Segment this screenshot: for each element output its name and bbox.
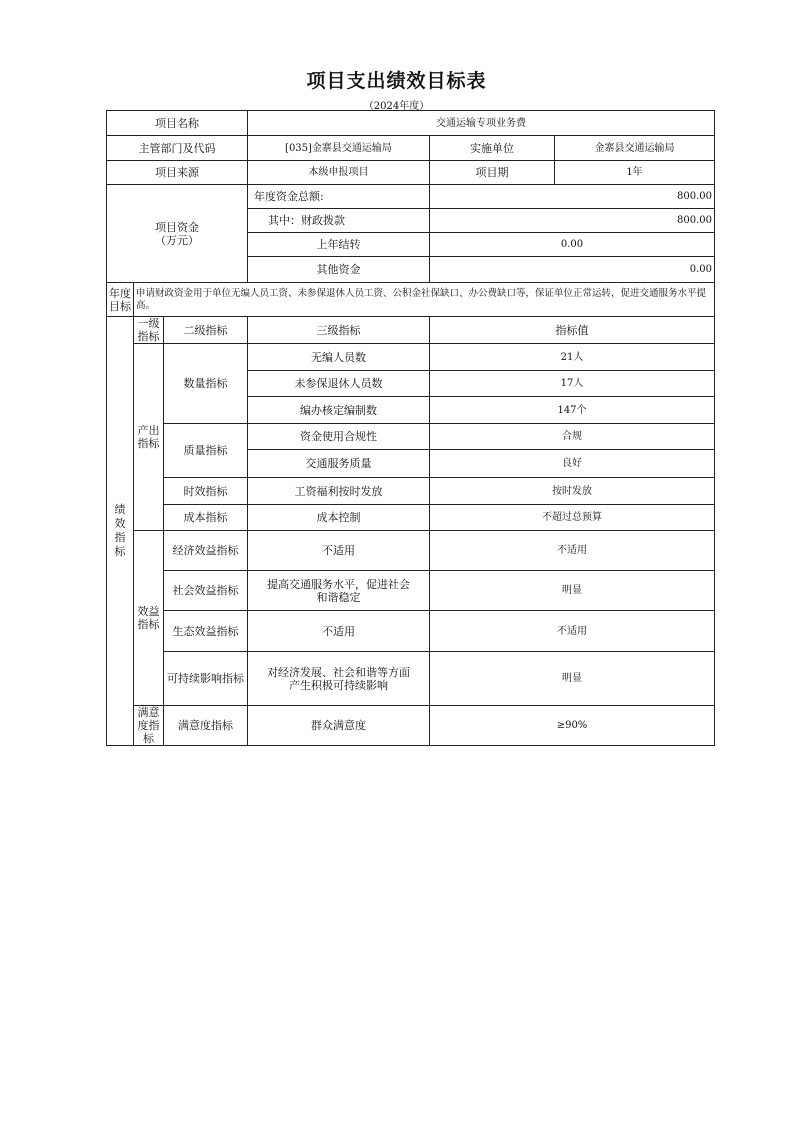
funds-fiscal-value: 800.00 [430, 209, 715, 233]
output-label-line2: 指标 [137, 437, 160, 450]
benefit-value-1: 不适用 [430, 531, 715, 571]
funds-carryover-label: 上年结转 [248, 233, 430, 257]
benefit-l3-3: 不适用 [248, 611, 430, 652]
performance-target-table [106, 110, 715, 746]
satisfaction-label-line3: 标 [143, 732, 154, 745]
report-year: （2024年度） [363, 101, 430, 112]
output-value-2: 17人 [430, 371, 715, 397]
page-title: 项目支出绩效目标表 [306, 70, 487, 92]
funds-total-label: 年度资金总额: [248, 185, 430, 209]
quality-indicator: 质量指标 [164, 424, 248, 478]
impl-label: 实施单位 [430, 136, 555, 161]
output-l3-1: 无编人员数 [248, 344, 430, 371]
benefit-l3-2: 提高交通服务水平，促进社会和谐稳定 [248, 571, 430, 611]
goal-text: 申请财政资金用于单位无编人员工资、未参保退休人员工资、公积金社保缺口、办公费缺口等，保证单位正常运转，促进交通服务水平提高。 [134, 283, 715, 317]
benefit-value-4: 明显 [430, 652, 715, 706]
benefit-label [134, 531, 164, 706]
satisfaction-label [134, 706, 164, 746]
satisfaction-l3: 群众满意度 [248, 706, 430, 746]
output-label [134, 344, 164, 531]
benefit-l2-2: 社会效益指标 [164, 571, 248, 611]
cost-indicator: 成本指标 [164, 505, 248, 531]
benefit-l3-4: 对经济发展、社会和谐等方面产生积极可持续影响 [248, 652, 430, 706]
dept-value: [035]金寨县交通运输局 [248, 136, 430, 161]
quantity-indicator: 数量指标 [164, 344, 248, 424]
funds-total-value: 800.00 [430, 185, 715, 209]
source-value: 本级申报项目 [248, 161, 430, 185]
header-l2: 二级指标 [164, 317, 248, 344]
project-name-label: 项目名称 [107, 111, 248, 136]
perf-label-char4: 标 [114, 545, 126, 558]
benefit-l2-4: 可持续影响指标 [164, 652, 248, 706]
funds-label-line2: （万元） [155, 233, 199, 247]
output-l3-6: 工资福利按时发放 [248, 478, 430, 505]
satisfaction-l2: 满意度指标 [164, 706, 248, 746]
goal-label-line2: 目标 [109, 299, 131, 313]
benefit-label-line2: 指标 [137, 618, 160, 631]
benefit-l2-3: 生态效益指标 [164, 611, 248, 652]
output-l3-4: 资金使用合规性 [248, 424, 430, 450]
output-value-1: 21人 [430, 344, 715, 371]
benefit-l3-1: 不适用 [248, 531, 430, 571]
dept-label: 主管部门及代码 [107, 136, 248, 161]
output-label-line1: 产出 [137, 424, 160, 437]
period-label: 项目期 [430, 161, 555, 185]
perf-label-char1: 绩 [114, 503, 126, 516]
output-value-4: 合规 [430, 424, 715, 450]
source-label: 项目来源 [107, 161, 248, 185]
satisfaction-value: ≥90% [430, 706, 715, 746]
header-l1-line1: 一级 [137, 317, 160, 330]
benefit-label-line1: 效益 [137, 605, 160, 618]
period-value: 1年 [555, 161, 715, 185]
header-value: 指标值 [430, 317, 715, 344]
output-l3-3: 编办核定编制数 [248, 397, 430, 424]
output-value-3: 147个 [430, 397, 715, 424]
goal-label [107, 283, 134, 317]
header-l3: 三级指标 [248, 317, 430, 344]
header-l1 [134, 317, 164, 344]
funds-label [107, 185, 248, 283]
perf-label [107, 317, 134, 746]
output-l3-5: 交通服务质量 [248, 450, 430, 478]
output-l3-2: 未参保退休人员数 [248, 371, 430, 397]
satisfaction-label-line2: 度指 [137, 719, 160, 732]
header-l1-line2: 指标 [137, 330, 160, 343]
funds-fiscal-label: 其中：财政拨款 [248, 209, 430, 233]
funds-label-line1: 项目资金 [155, 220, 199, 234]
output-l3-7: 成本控制 [248, 505, 430, 531]
funds-other-value: 0.00 [430, 257, 715, 283]
perf-label-char2: 效 [114, 517, 126, 530]
impl-value: 金寨县交通运输局 [555, 136, 715, 161]
project-name: 交通运输专项业务费 [248, 111, 715, 136]
timeliness-indicator: 时效指标 [164, 478, 248, 505]
perf-label-char3: 指 [114, 531, 126, 544]
funds-other-label: 其他资金 [248, 257, 430, 283]
satisfaction-label-line1: 满意 [137, 706, 160, 719]
output-value-7: 不超过总预算 [430, 505, 715, 531]
funds-carryover-value: 0.00 [430, 233, 715, 257]
benefit-l2-1: 经济效益指标 [164, 531, 248, 571]
benefit-value-3: 不适用 [430, 611, 715, 652]
output-value-5: 良好 [430, 450, 715, 478]
benefit-value-2: 明显 [430, 571, 715, 611]
output-value-6: 按时发放 [430, 478, 715, 505]
goal-label-line1: 年度 [109, 286, 131, 300]
